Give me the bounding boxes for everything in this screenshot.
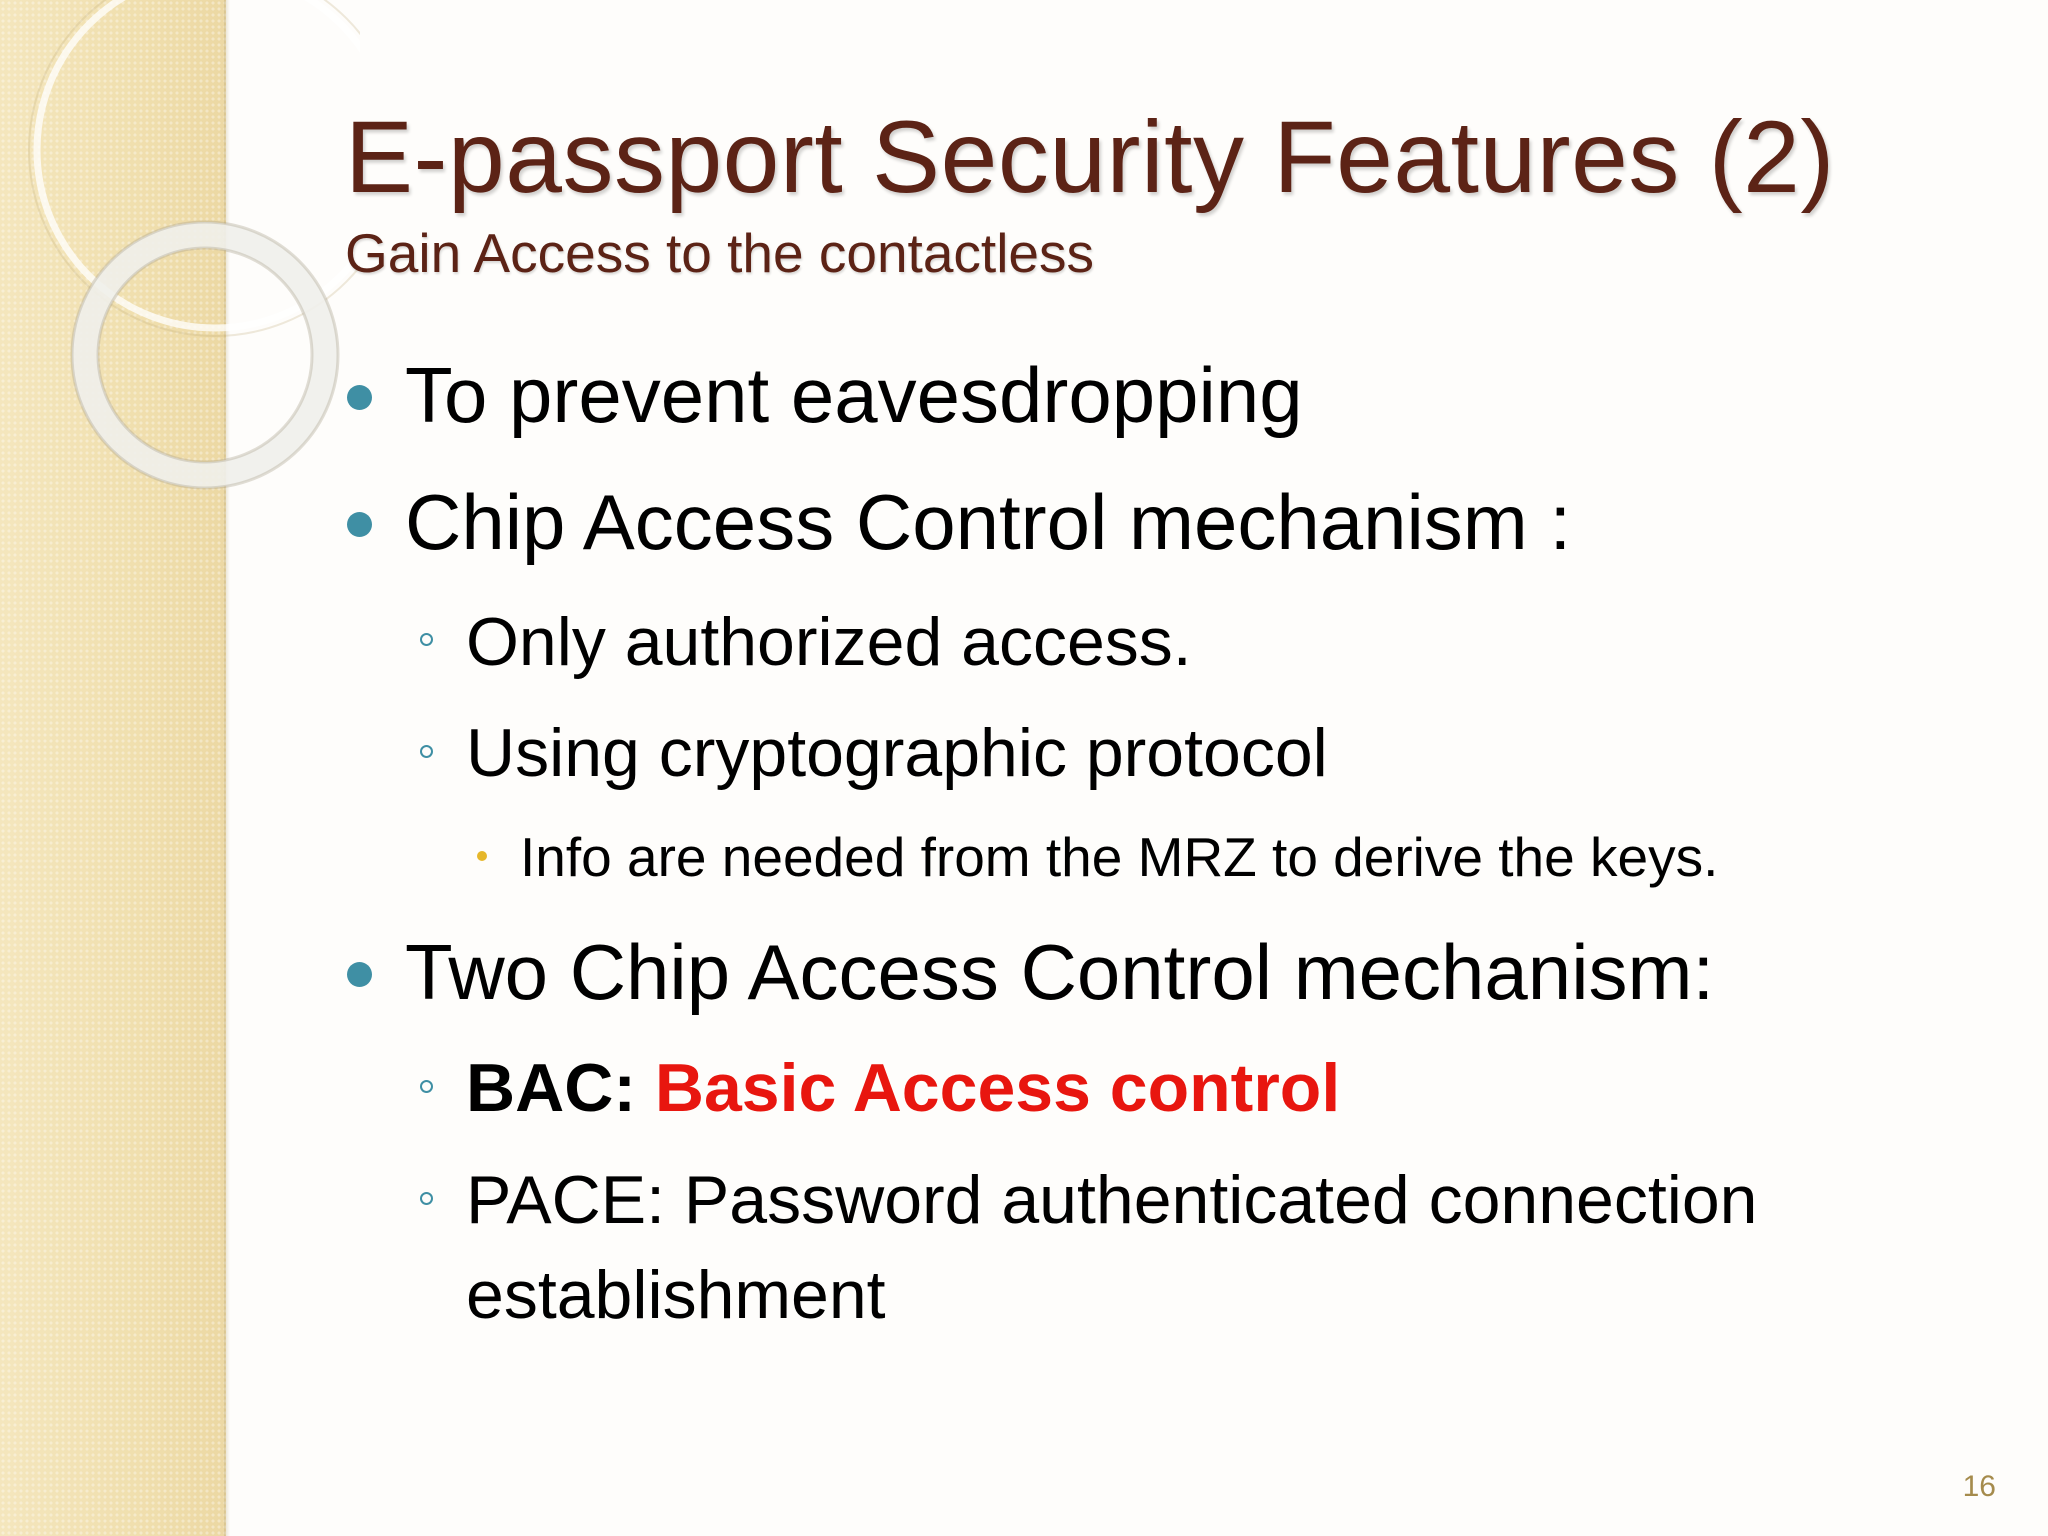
bullet-dot-icon xyxy=(347,512,372,537)
pace-bullet-line1: PACE: Password authenticated connection xyxy=(466,1162,1758,1238)
bullet-level2-text: Using cryptographic protocol xyxy=(466,715,1328,791)
bullet-level1-text: Chip Access Control mechanism : xyxy=(405,478,1572,566)
bullet-ring-icon xyxy=(420,745,433,758)
bullet-level3-text: Info are needed from the MRZ to derive the keys. xyxy=(520,826,1719,888)
bac-description: Basic Access control xyxy=(654,1050,1341,1126)
bullet-level1-text: To prevent eavesdropping xyxy=(405,351,1303,439)
bullet-level1-text: Two Chip Access Control mechanism: xyxy=(405,928,1715,1016)
bullet-level2-text: Only authorized access. xyxy=(466,604,1192,680)
bullet-small-icon xyxy=(477,851,487,861)
bac-bullet xyxy=(466,1048,1340,1128)
title-block xyxy=(345,98,1835,286)
pace-bullet-line2: establishment xyxy=(466,1257,886,1333)
bullet-ring-icon xyxy=(420,1192,433,1205)
page-number: 16 xyxy=(1962,1470,1996,1503)
bullet-ring-icon xyxy=(420,1080,433,1093)
slide-title: E-passport Security Features (2) xyxy=(345,100,1835,214)
slide-subtitle: Gain Access to the contactless xyxy=(345,222,1094,284)
bullet-ring-icon xyxy=(420,633,433,646)
bullet-dot-icon xyxy=(347,385,372,410)
decorative-rings-icon xyxy=(0,0,360,520)
bullet-dot-icon xyxy=(347,962,372,987)
bac-label: BAC: xyxy=(466,1050,636,1126)
